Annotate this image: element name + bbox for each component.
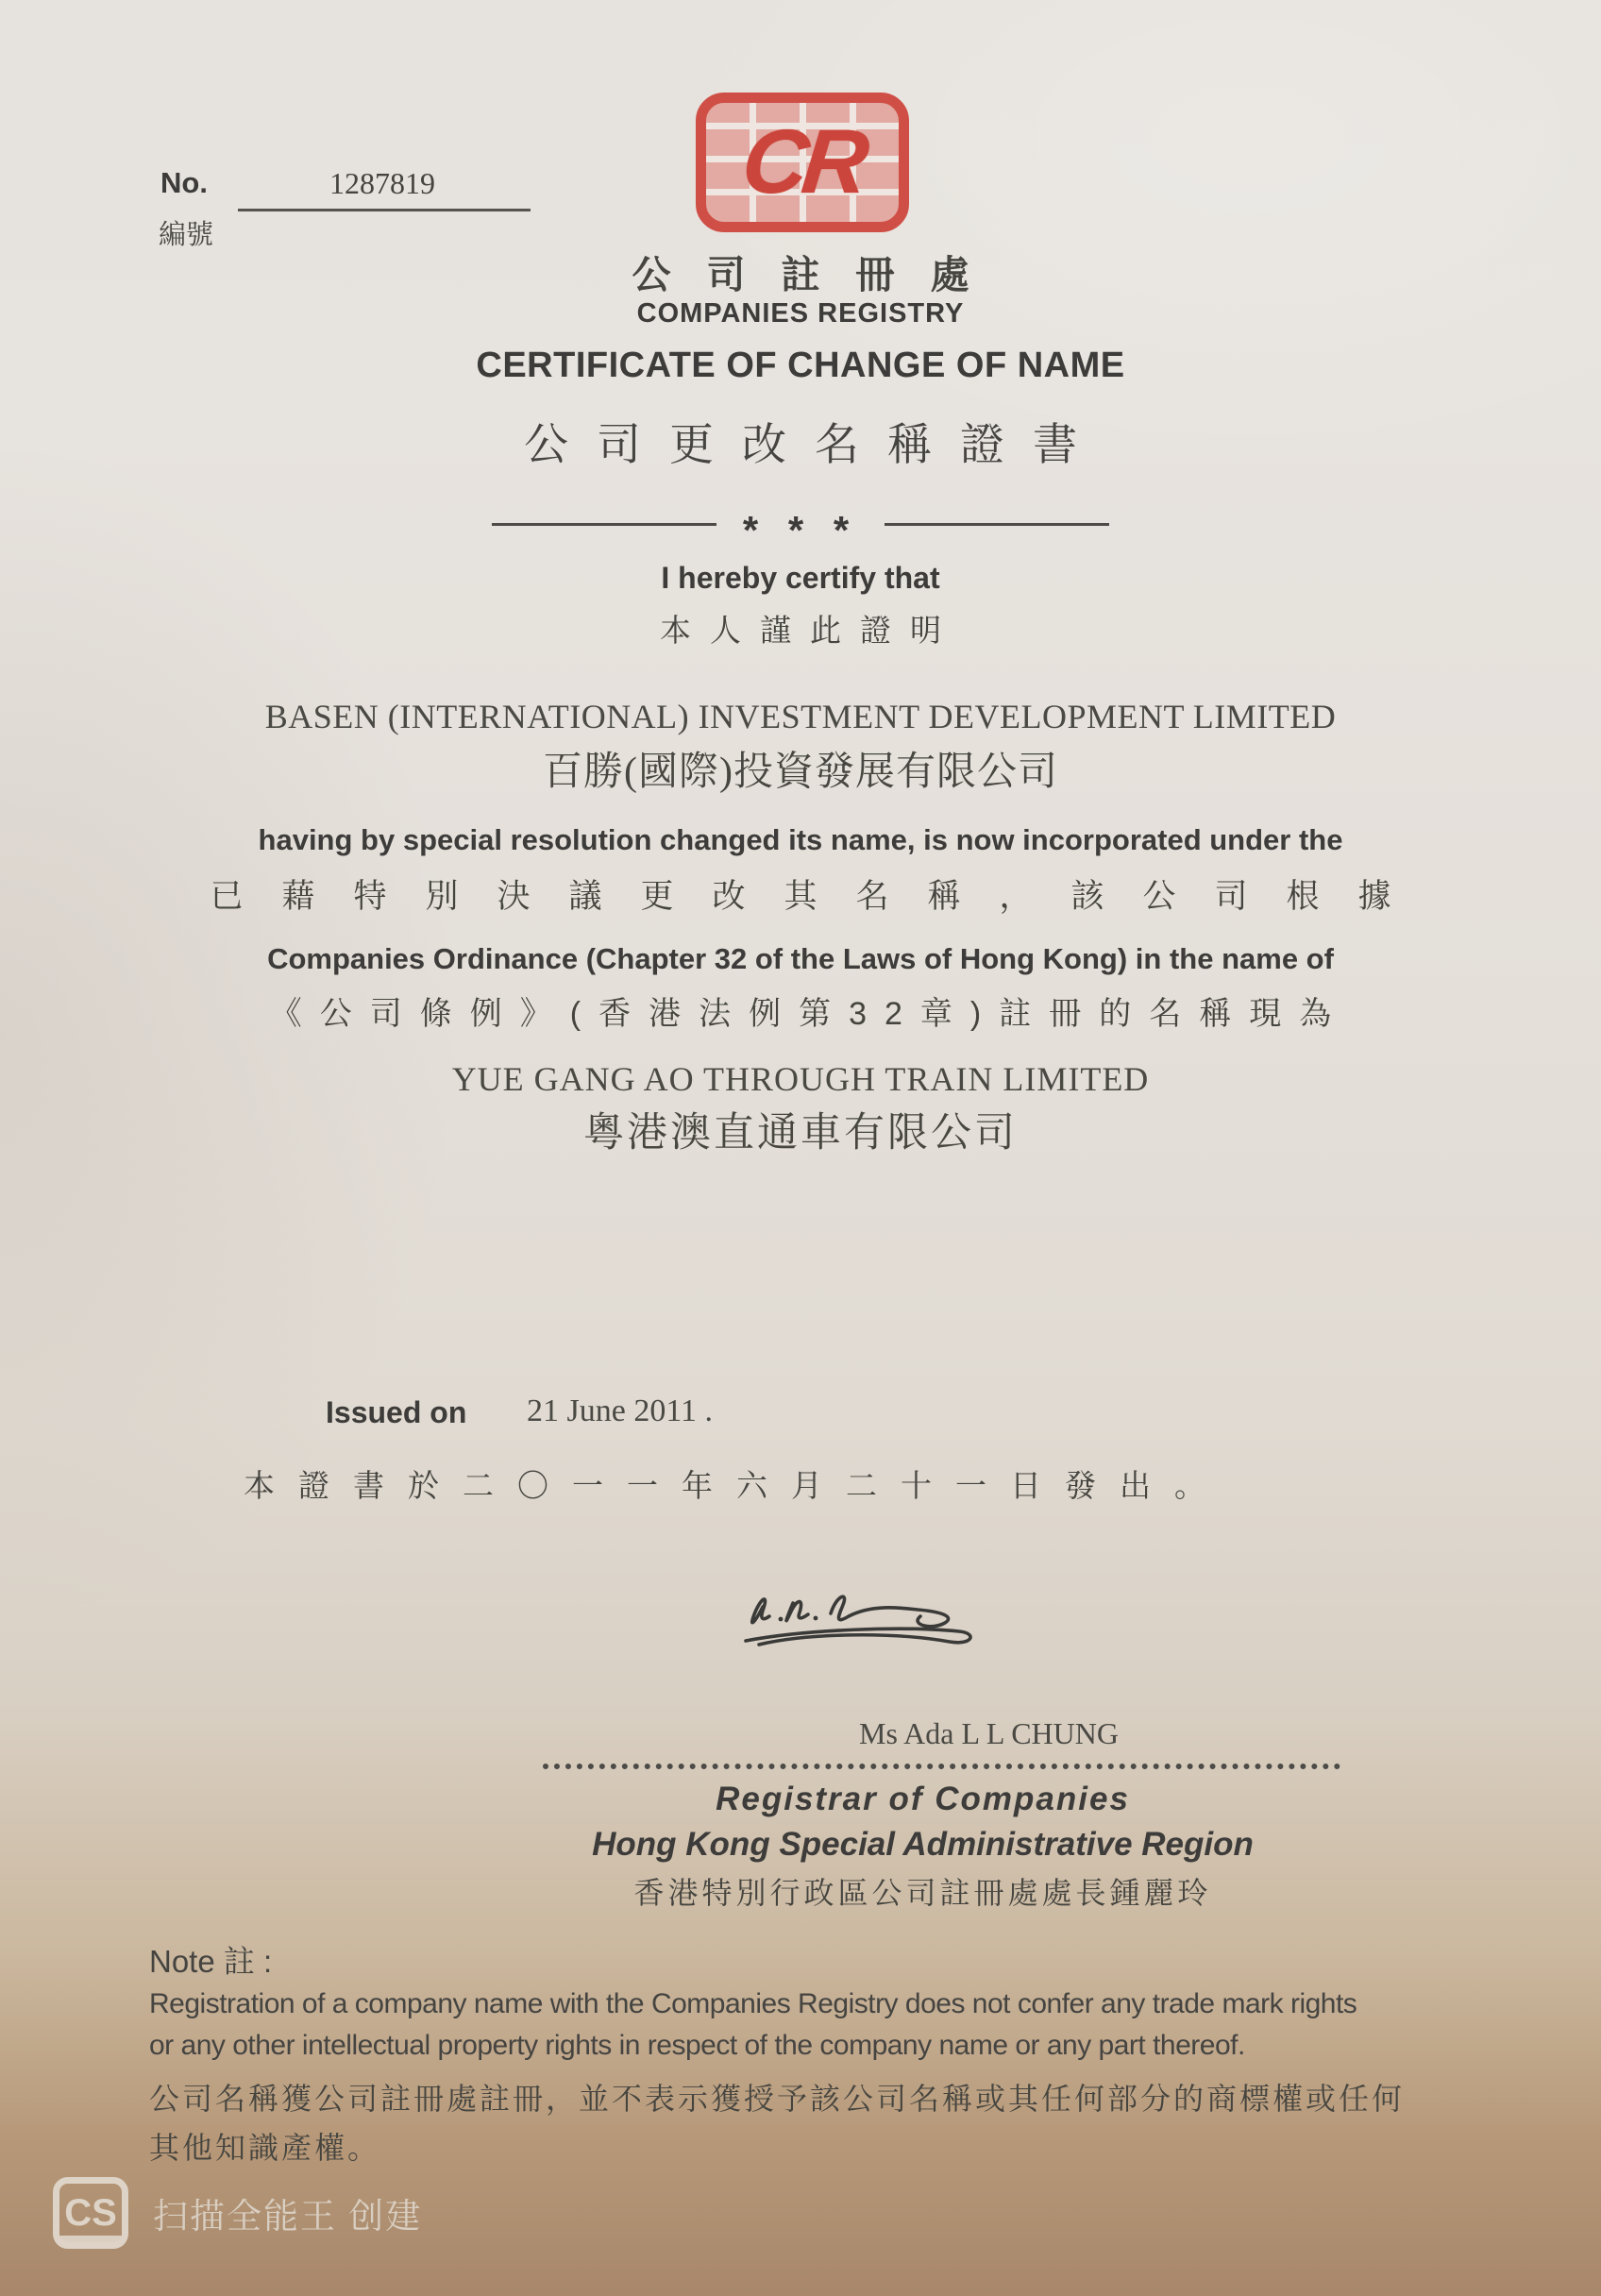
old-company-name-zh: 百勝(國際)投資發展有限公司 xyxy=(543,751,1058,794)
note-label: Note 註 : xyxy=(149,1944,273,1979)
signature-dotted-line xyxy=(543,1764,1340,1769)
old-company-name-en: BASEN (INTERNATIONAL) INVESTMENT DEVELOPMENT LIMITED xyxy=(264,698,1337,735)
divider-line-right xyxy=(885,523,1109,526)
note-line-1: Registration of a company name with the Companies Registry does not confer any trade mark rights xyxy=(149,1988,1357,2019)
signatory-title-zh: 香港特別行政區公司註冊處處長鍾麗玲 xyxy=(633,1876,1212,1910)
certificate-title-en: CERTIFICATE OF CHANGE OF NAME xyxy=(476,346,1125,385)
cr-logo-text: CR xyxy=(737,111,868,212)
certificate-no-label-zh: 編號 xyxy=(159,220,214,250)
camscanner-icon xyxy=(53,2177,128,2249)
issued-on-label: Issued on xyxy=(326,1395,467,1429)
note-line-4-zh: 其他知識產權。 xyxy=(149,2131,381,2165)
ordinance-statement-en: Companies Ordinance (Chapter 32 of the Laws of Hong Kong) in the name of xyxy=(267,942,1334,975)
certificate-no-value: 1287819 xyxy=(329,166,435,200)
signatory-name: Ms Ada L L CHUNG xyxy=(859,1716,1119,1750)
registrar-signature xyxy=(725,1569,999,1682)
certify-statement-zh: 本人謹此證明 xyxy=(660,613,960,648)
ordinance-statement-zh: 《公司條例》(香港法例第32章)註冊的名稱現為 xyxy=(269,996,1350,1032)
signatory-title-en-2: Hong Kong Special Administrative Region xyxy=(592,1826,1254,1863)
resolution-statement-zh: 已藉特別決議更改其名稱，該公司根據 xyxy=(210,878,1430,915)
camscanner-watermark xyxy=(53,2177,422,2249)
registry-name-en: COMPANIES REGISTRY xyxy=(636,298,965,329)
divider-line-left xyxy=(492,523,716,526)
divider-stars: * * * xyxy=(742,508,859,552)
signatory-title-en-1: Registrar of Companies xyxy=(716,1781,1130,1817)
issued-date: 21 June 2011 . xyxy=(527,1393,714,1428)
registry-name-zh: 公司註冊處 xyxy=(632,253,1005,296)
camscanner-icon-text: CS xyxy=(64,2191,117,2234)
issued-date-zh: 本證書於二〇一一年六月二十一日發出。 xyxy=(244,1470,1229,1504)
companies-registry-logo xyxy=(696,93,909,232)
new-company-name-zh: 粵港澳直通車有限公司 xyxy=(583,1111,1018,1156)
note-line-2: or any other intellectual property rights in respect of the company name or any part thereof. xyxy=(149,2030,1245,2061)
new-company-name-en: YUE GANG AO THROUGH TRAIN LIMITED xyxy=(451,1060,1150,1098)
certificate-title-zh: 公司更改名稱證書 xyxy=(524,421,1105,470)
star-divider xyxy=(0,508,1601,552)
certificate-no-underline xyxy=(238,209,531,211)
certify-statement-en: I hereby certify that xyxy=(661,561,940,595)
certificate-no-label: No. xyxy=(160,166,208,199)
note-line-3-zh: 公司名稱獲公司註冊處註冊，並不表示獲授予該公司名稱或其任何部分的商標權或任何 xyxy=(149,2082,1406,2116)
camscanner-label: 扫描全能王 创建 xyxy=(153,2197,423,2236)
resolution-statement-en: having by special resolution changed its name, is now incorporated under the xyxy=(258,823,1343,856)
